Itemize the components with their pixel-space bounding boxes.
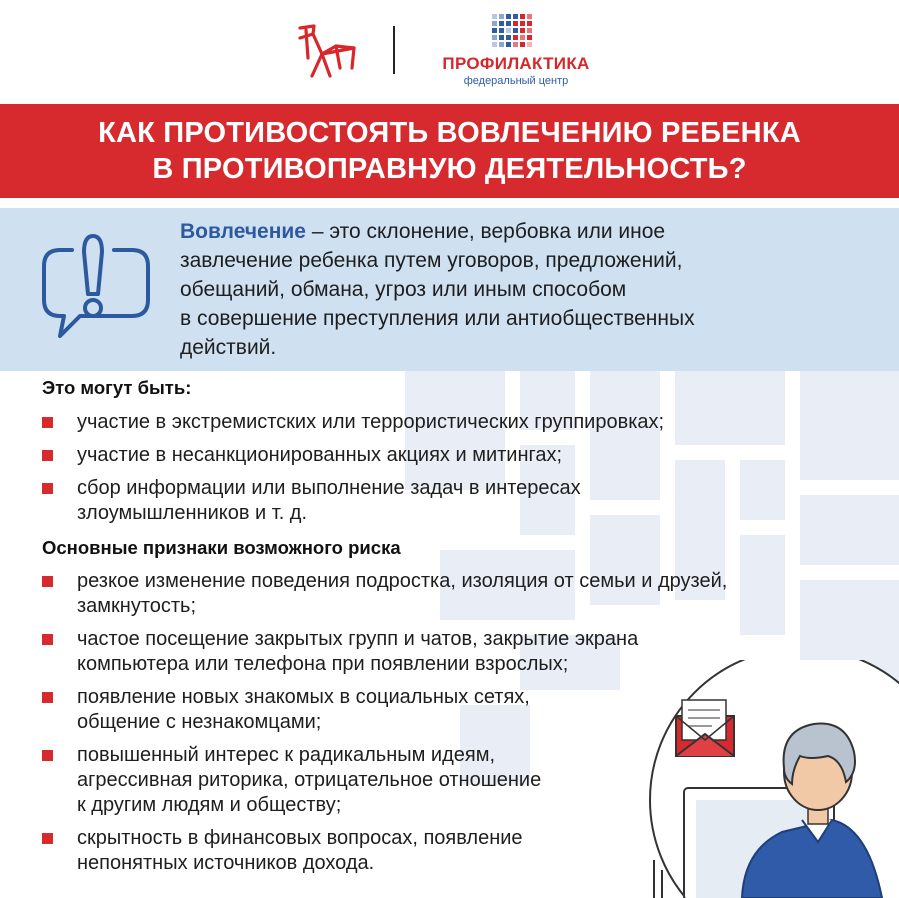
header [0,0,899,104]
list-item: частое посещение закрытых групп и чатов, закрытие экрана компьютера или телефона при появлении взрослых; [42,627,638,677]
banner-title-line-2: В ПРОТИВОПРАВНУЮ ДЕЯТЕЛЬНОСТЬ? [152,153,747,185]
definition-line-3: обещаний, обмана, угроз или иным способом [180,278,627,301]
list-item: резкое изменение поведения подростка, изоляция от семьи и друзей, замкнутость; [42,569,727,619]
list-item: сбор информации или выполнение задач в интересах злоумышленников и т. д. [42,476,581,526]
logo-grid-icon [492,14,538,58]
bullet-square-icon [42,483,53,494]
definition-line-1 [180,217,870,246]
definition-term: Вовлечение [180,220,306,243]
title-banner [0,104,899,198]
list-item: участие в несанкционированных акциях и митингах; [42,443,562,468]
bullet-square-icon [42,450,53,461]
bullet-square-icon [42,417,53,428]
bullet-square-icon [42,833,53,844]
bullet-square-icon [42,576,53,587]
logo-divider [393,26,395,74]
logo-title: ПРОФИЛАКТИКА [442,54,590,73]
definition-line-4: в совершение преступления или антиобщественных [180,307,695,330]
red-chair-logo-icon [296,20,360,80]
definition-line-2: завлечение ребенка путем уговоров, предложений, [180,249,683,272]
logo-subtitle: федеральный центр [463,75,569,87]
exclamation-speech-bubble-icon [38,228,152,342]
list-item: участие в экстремистских или террористических группировках; [42,410,664,435]
definition-text [180,217,870,362]
bullet-square-icon [42,750,53,761]
profilaktika-logo [426,14,606,94]
list-item: скрытность в финансовых вопросах, появление непонятных источников дохода. [42,826,523,876]
person-at-computer-with-envelope-icon [632,660,899,898]
section-title-forms: Это могут быть: [42,377,192,398]
definition-line-5: действий. [180,336,277,359]
section-title-risk-signs: Основные признаки возможного риска [42,537,401,558]
bullet-square-icon [42,692,53,703]
list-item: появление новых знакомых в социальных сетях, общение с незнакомцами; [42,685,530,735]
banner-title-line-1: КАК ПРОТИВОСТОЯТЬ ВОВЛЕЧЕНИЮ РЕБЕНКА [98,117,801,149]
bullet-square-icon [42,634,53,645]
definition-line-1-rest: – это склонение, вербовка или иное [306,220,666,243]
list-item: повышенный интерес к радикальным идеям, агрессивная риторика, отрицательное отношение к другим людям и обществу; [42,743,541,818]
